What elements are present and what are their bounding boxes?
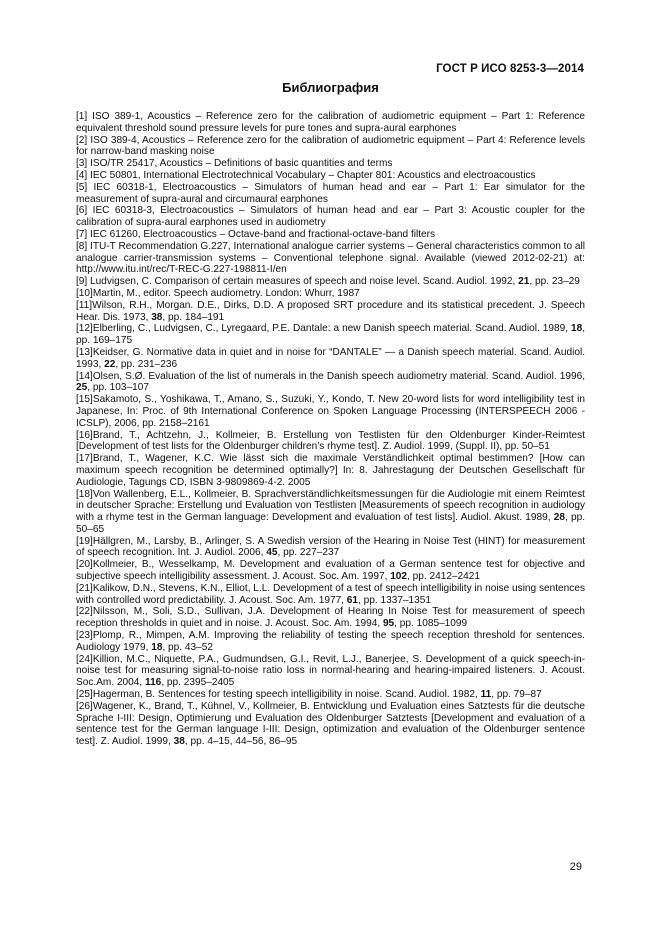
bibliography-entry — [76, 229, 585, 241]
reference-text: [16]Brand, T., Achtzehn, J., Kollmeier, B. Erstellung von Testlisten für den Oldenburger Kinder-Reimtest [Development of test lists for the Oldenburger children’s rhyme test]. Z. Audiol. 1999, (Suppl. II), pp. 50–51 — [76, 429, 585, 453]
reference-text: , pp. 184–191 — [162, 311, 225, 323]
reference-text: [11]Wilson, R.H., Morgan. D.E., Dirks, D.D. A proposed SRT procedure and its statistical precedent. J. Speech Hear. Dis. 1973, — [76, 299, 585, 323]
volume-number: 18 — [570, 323, 583, 335]
bibliography-entry — [76, 205, 585, 229]
reference-text: [8] ITU-T Recommendation G.227, International analogue carrier systems – General characteristics common to all analogue carrier-transmission systems – Conventional telephone signal. Available (viewed 2012-02-21) at: http://www.itu.int/rec/T-REC-G.227-198811-I/en — [76, 240, 585, 276]
bibliography-entry — [76, 701, 585, 748]
reference-text: [23]Plomp, R., Mimpen, A.M. Improving the reliability of testing the speech reception threshold for sentences. Audiology 1979, — [76, 630, 585, 653]
volume-number: 102 — [390, 571, 408, 583]
page-title: Библиография — [282, 80, 379, 95]
reference-text: , pp. 4–15, 44–56, 86–95 — [184, 736, 298, 748]
reference-text: [3] ISO/TR 25417, Acoustics – Definitions of basic quantities and terms — [76, 158, 393, 170]
reference-text: , pp. 50–65 — [76, 512, 586, 535]
reference-text: [14]Olsen, S.Ø. Evaluation of the list of numerals in the Danish speech audiometry material. Scand. Audiol. 1996, — [76, 370, 585, 382]
volume-number: 25 — [76, 382, 88, 394]
reference-text: [24]Killion, M.C., Niquette, P.A., Gudmundsen, G.I., Revit, L.J., Banerjee, S. Development of a quick speech-in-noise test for measuring signal-to-noise ratio loss in normal-hearing and hearing-impaired listeners. J. Acoust. Soc.Am. 2004, — [76, 653, 585, 689]
reference-text: [2] ISO 389-4, Acoustics – Reference zero for the calibration of audiometric equipment – Part 4: Reference levels for narrow-band masking noise — [76, 134, 585, 158]
bibliography-entry — [76, 323, 585, 347]
bibliography-entry — [76, 276, 585, 288]
reference-text: , pp. 79–87 — [491, 689, 542, 701]
bibliography-entry — [76, 111, 585, 135]
reference-text: [6] IEC 60318-3, Electroacoustics – Simulators of human head and ear – Part 3: Acoustic coupler for the calibration of supra-aural earphones used in audiometry — [76, 205, 585, 229]
reference-text: [21]Kalikow, D.N., Stevens, K.N., Elliot, L.L. Development of a test of speech intelligibility in noise using sentences with controlled word predictability. J. Acoust. Soc. Am. 1977, — [76, 582, 585, 606]
bibliography-entry — [76, 606, 585, 630]
bibliography-entry — [76, 654, 585, 689]
volume-number: 38 — [173, 736, 185, 748]
reference-text: , pp. 169–175 — [76, 323, 585, 347]
reference-text: [25]Hagerman, B. Sentences for testing speech intelligibility in noise. Scand. Audiol. 1982, — [76, 689, 481, 701]
reference-text: , pp. 23–29 — [529, 276, 580, 288]
bibliography-entry — [76, 559, 585, 583]
volume-number: 95 — [382, 618, 395, 630]
reference-text: [12]Elberling, C., Ludvigsen, C., Lyregaard, P.E. Dantale: a new Danish speech material. Scand. Audiol. 1989, — [76, 323, 571, 335]
reference-text: [1] ISO 389-1, Acoustics – Reference zero for the calibration of audiometric equipment – Part 1: Reference equivalent threshold sound pressure levels for pure tones and supra-aural earphones — [76, 111, 585, 134]
reference-text: [18]Von Wallenberg, E.L., Kollmeier, B. Sprachverständlichkeitsmessungen für die Audiologie mit einem Reimtest in deutscher Sprache: Erstellung und Evaluation von Testlisten [Measurements of speech recognition in audiology with a rhyme test in the German language: Development and evaluation of test lists]. Audiol. Akust. 1989, — [76, 488, 585, 524]
reference-text: [17]Brand, T., Wagener, K.C. Wie lässt sich die maximale Verständlichkeit optimal bestimmen? [How can maximum speech recognition be determined optimally?] In: 8. Jahrestagung der Deutschen Gesellschaft für Audiologie, Tagungs CD, ISBN 3-9809869-4-2. 2005 — [76, 453, 585, 488]
volume-number: 45 — [266, 547, 278, 559]
reference-text: , pp. 43–52 — [162, 641, 213, 653]
bibliography-entry — [76, 430, 585, 454]
reference-text: , pp. 2395–2405 — [161, 677, 235, 689]
standard-designation: ГОСТ Р ИСО 8253-3—2014 — [436, 63, 584, 75]
volume-number: 38 — [151, 311, 163, 323]
bibliography-entry — [76, 347, 585, 371]
bibliography-entry — [76, 583, 585, 607]
reference-text: [13]Keidser, G. Normative data in quiet and in noise for “DANTALE” — a Danish speech material. Scand. Audiol. 1993, — [76, 346, 585, 370]
volume-number: 22 — [104, 358, 116, 370]
volume-number: 21 — [518, 276, 530, 288]
reference-text: , pp. 2412–2421 — [407, 571, 480, 583]
reference-text: , pp. 1085–1099 — [394, 618, 468, 630]
reference-text: , pp. 231–236 — [115, 358, 178, 370]
volume-number: 28 — [553, 512, 565, 524]
bibliography-entry — [76, 689, 585, 701]
volume-number: 11 — [480, 689, 492, 701]
bibliography-entry — [76, 182, 585, 206]
bibliography-entry — [76, 453, 585, 488]
reference-text: , pp. 103–107 — [87, 382, 149, 394]
volume-number: 116 — [145, 677, 162, 689]
reference-text: [26]Wagener, K., Brand, T., Kühnel, V., Kollmeier, B. Entwicklung und Evaluation eines Satztests für die deutsche Sprache I-III: Design, Optimierung und Evaluation des Oldenburger Satztests [Development and evaluation of a sentence test for the German language I-III: Design, optimization and evaluation of the Oldenburger sentence test]. Z. Audiol. 1999, — [76, 700, 585, 748]
bibliography-entry — [76, 135, 585, 159]
reference-text: , pp. 1337–1351 — [358, 594, 431, 606]
bibliography-entry — [76, 158, 585, 170]
reference-text: [22]Nilsson, M., Soli, S.D., Sullivan, J.A. Development of Hearing In Noise Test for measurement of speech reception thresholds in quiet and in noise. J. Acoust. Soc. Am. 1994, — [76, 606, 585, 630]
reference-text: [5] IEC 60318-1, Electroacoustics – Simulators of human head and ear – Part 1: Ear simulator for the measurement of supra-aural and circumaural earphones — [76, 181, 585, 205]
bibliography-entry — [76, 536, 585, 560]
reference-text: [19]Hällgren, M., Larsby, B., Arlinger, S. A Swedish version of the Hearing in Noise Test (HINT) for measurement of speech recognition. Int. J. Audiol. 2006, — [76, 535, 585, 559]
bibliography-list — [76, 111, 585, 748]
bibliography-entry — [76, 170, 585, 182]
reference-text: , pp. 227–237 — [277, 547, 340, 559]
bibliography-entry — [76, 394, 585, 429]
reference-text: [4] IEC 50801, International Electrotechnical Vocabulary – Chapter 801: Acoustics and electroacoustics — [76, 169, 536, 181]
reference-text: [9] Ludvigsen, C. Comparison of certain measures of speech and noise level. Scand. Audiol. 1992, — [76, 276, 519, 288]
bibliography-entry — [76, 489, 585, 536]
reference-text: [20]Kollmeier, B., Wesselkamp, M. Development and evaluation of a German sentence test for objective and subjective speech intelligibility assessment. J. Acoust. Soc. Am. 1997, — [76, 559, 585, 583]
volume-number: 61 — [346, 594, 359, 606]
reference-text: [15]Sakamoto, S., Yoshikawa, T., Amano, S., Suzuki, Y., Kondo, T. New 20-word lists for word intelligibility test in Japanese, In: Proc. of 9th International Conference on Spoken Language Processing (INTERSPEECH 2006 - ICSLP), 2006, pp. 2158–2161 — [76, 394, 585, 429]
volume-number: 18 — [151, 641, 163, 653]
bibliography-entry — [76, 241, 585, 276]
bibliography-entry — [76, 300, 585, 324]
reference-text: [10]Martin, M., editor. Speech audiometry. London: Whurr, 1987 — [76, 287, 360, 299]
bibliography-entry — [76, 630, 585, 654]
reference-text: [7] IEC 61260, Electroacoustics – Octave-band and fractional-octave-band filters — [76, 228, 436, 240]
bibliography-entry — [76, 288, 585, 300]
bibliography-entry — [76, 371, 585, 395]
page-number: 29 — [569, 861, 582, 873]
